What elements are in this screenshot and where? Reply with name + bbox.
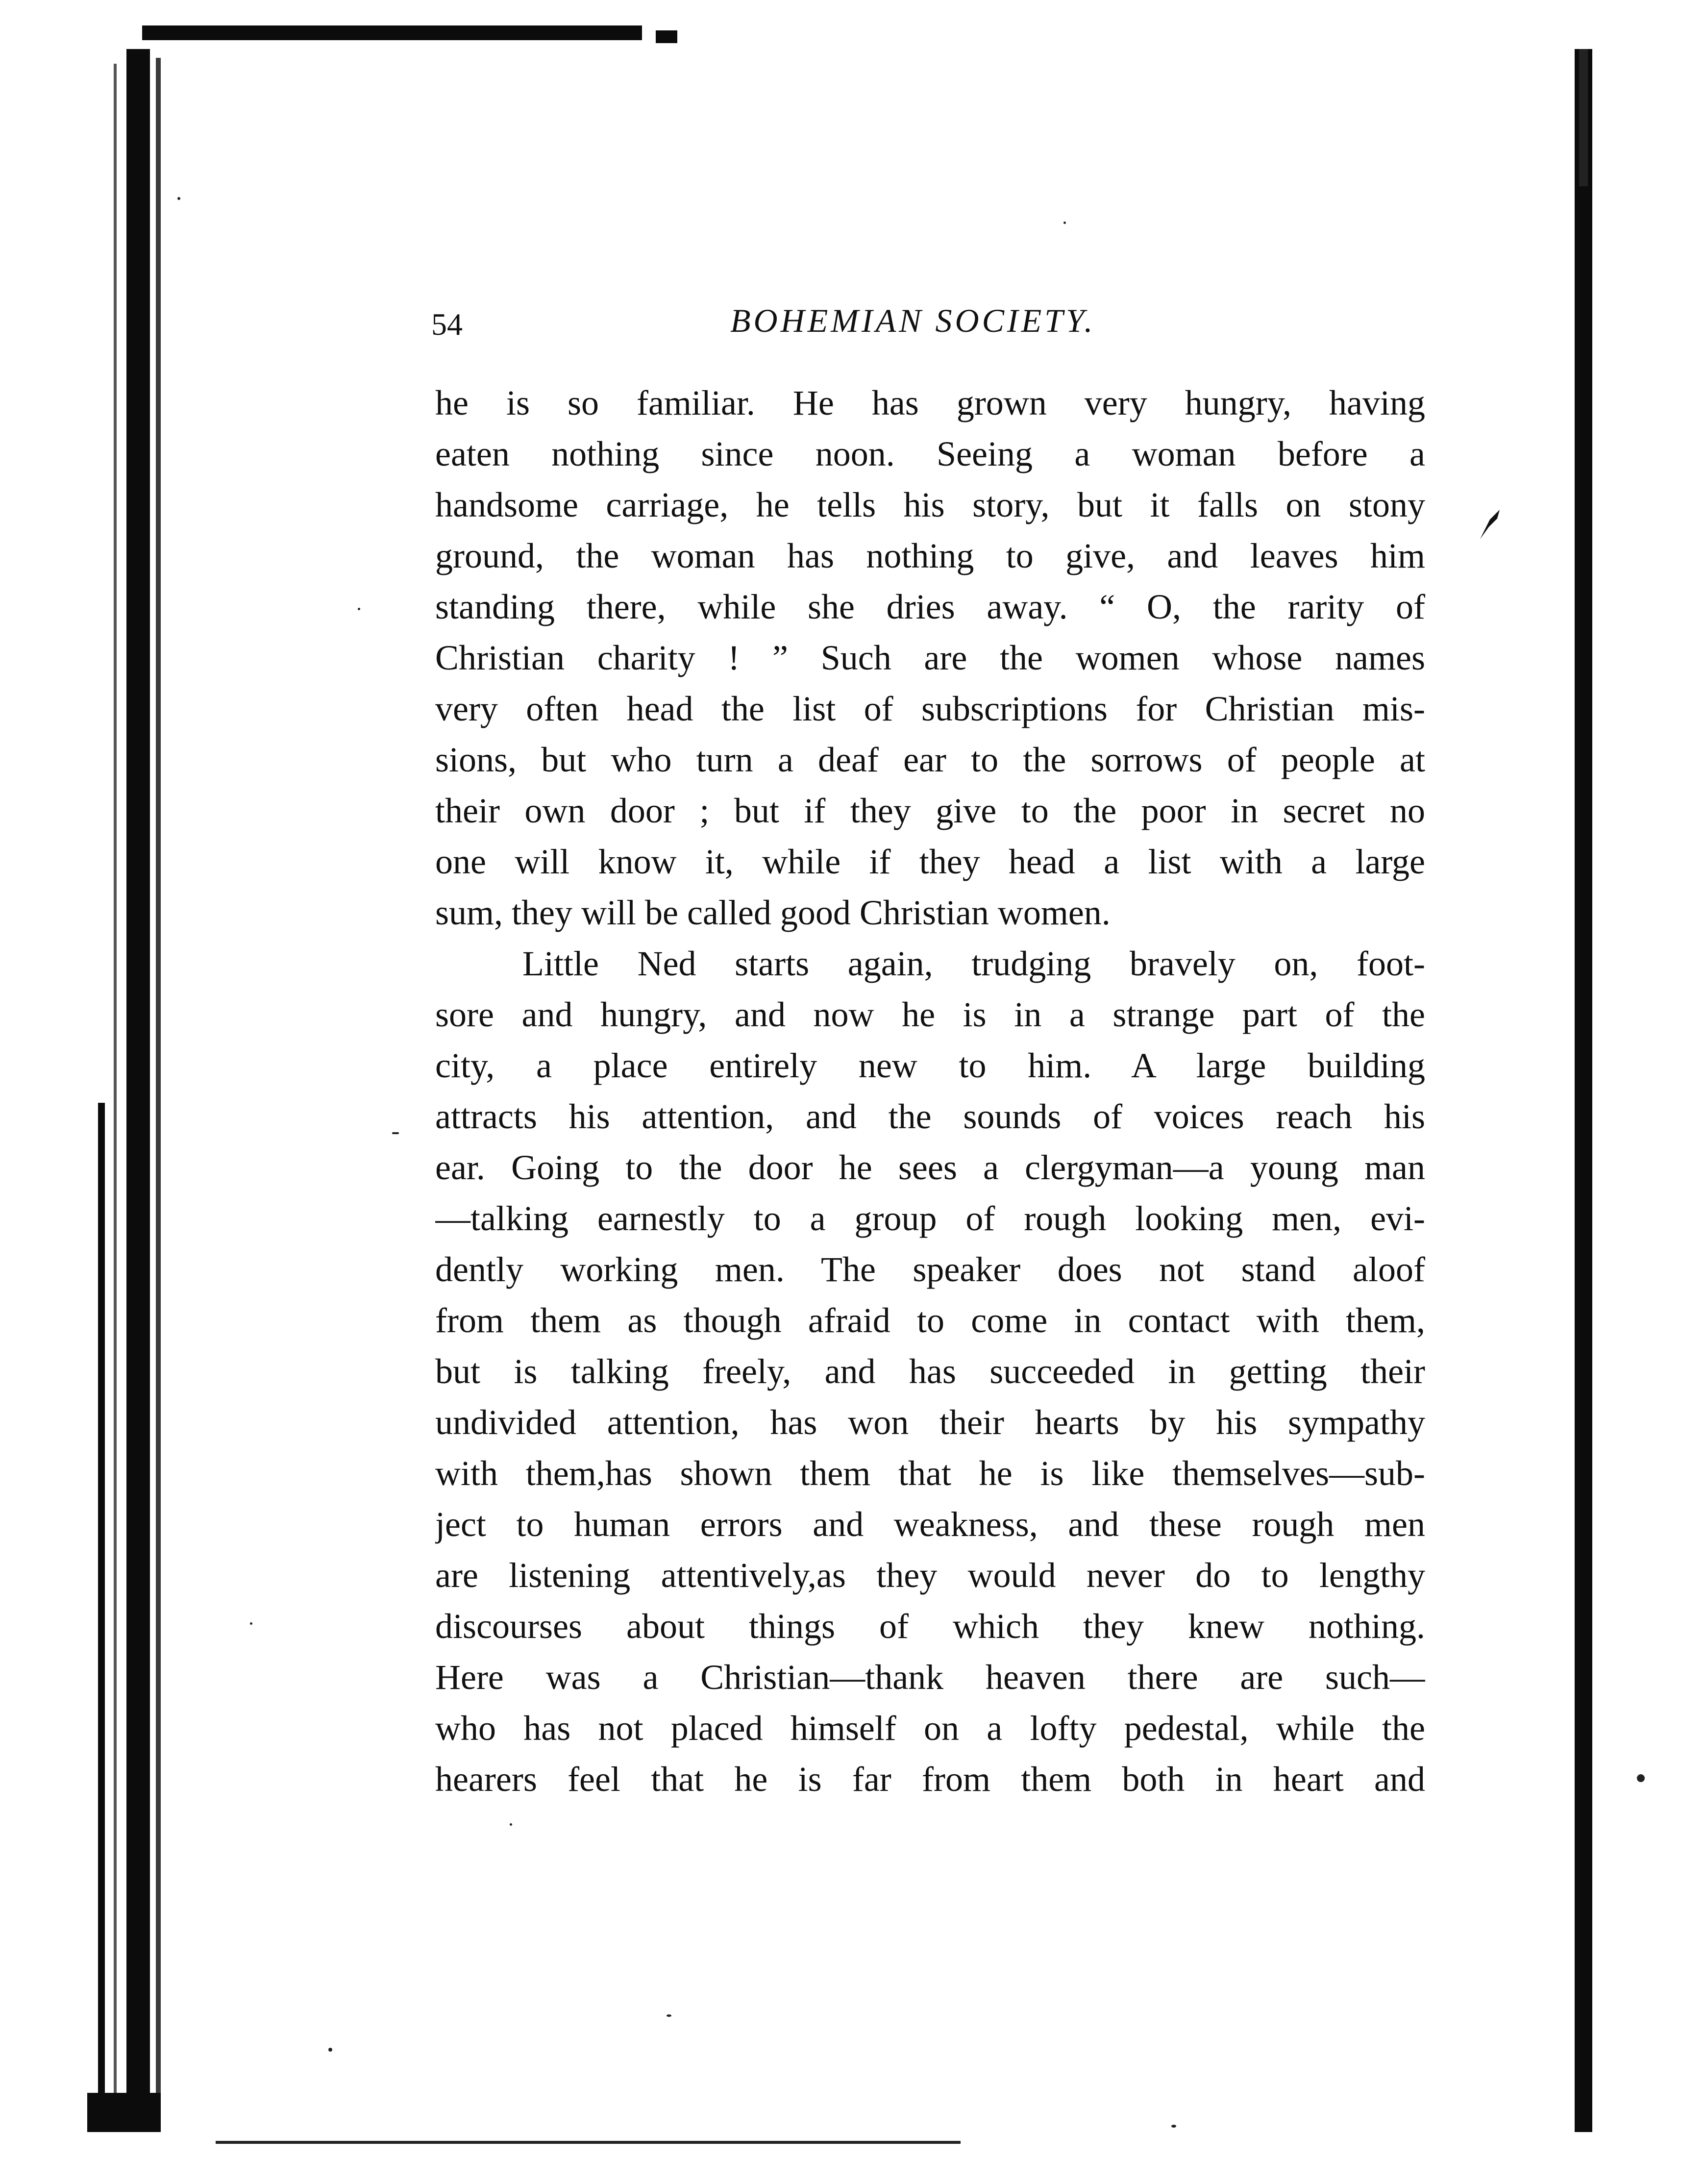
scan-speck <box>328 2048 332 2052</box>
text-line: —talking earnestly to a group of rough looking men, evi- <box>435 1199 1425 1238</box>
ink-mark-icon <box>1475 505 1505 544</box>
text-line: are listening attentively,as they would never do to lengthy <box>435 1556 1425 1595</box>
text-line: dently working men. The speaker does not stand aloof <box>435 1250 1425 1289</box>
scan-border-right-top <box>1579 49 1588 186</box>
scan-speck <box>358 608 360 610</box>
paragraph <box>435 377 1425 938</box>
text-line: sore and hungry, and now he is in a strange part of the <box>435 995 1425 1034</box>
scan-speck <box>1063 222 1066 224</box>
scan-border-left <box>126 49 150 2132</box>
scan-speck <box>392 1132 399 1134</box>
scan-speck <box>1637 1774 1645 1782</box>
text-line: who has not placed himself on a lofty pedestal, while the <box>435 1709 1425 1748</box>
text-line: but is talking freely, and has succeeded in getting their <box>435 1352 1425 1391</box>
text-line: their own door ; but if they give to the poor in secret no <box>435 791 1425 830</box>
scan-border-left-outer <box>98 1103 105 2132</box>
text-line: undivided attention, has won their hearts by his sympathy <box>435 1403 1425 1442</box>
text-line: with them,has shown them that he is like themselves—sub- <box>435 1454 1425 1493</box>
scan-border-top <box>142 25 642 40</box>
scan-border-top-mark <box>656 30 677 43</box>
text-line: attracts his attention, and the sounds of voices reach his <box>435 1097 1425 1136</box>
text-line: one will know it, while if they head a list with a large <box>435 842 1425 881</box>
text-line: ear. Going to the door he sees a clergyman—a young man <box>435 1148 1425 1187</box>
scan-border-left-base <box>87 2093 161 2132</box>
scan-border-bottom <box>216 2141 1019 2144</box>
text-line: he is so familiar. He has grown very hungry, having <box>435 383 1425 422</box>
text-line: Here was a Christian—thank heaven there are such— <box>435 1658 1425 1697</box>
page-number: 54 <box>431 307 463 342</box>
body-text <box>435 377 1425 1805</box>
text-line: sum, they will be called good Christian women. <box>435 893 1111 932</box>
text-line: discourses about things of which they knew nothing. <box>435 1607 1425 1646</box>
scan-speck <box>667 2014 671 2017</box>
scan-speck <box>1171 2125 1176 2128</box>
text-line: standing there, while she dries away. “ O, the rarity of <box>435 587 1425 626</box>
scan-speck <box>250 1622 252 1625</box>
running-head: BOHEMIAN SOCIETY. <box>730 302 1096 339</box>
text-line: city, a place entirely new to him. A large building <box>435 1046 1425 1085</box>
scan-border-left-inner <box>156 58 161 2111</box>
text-line: Little Ned starts again, trudging bravely on, foot- <box>522 944 1425 983</box>
text-line: ject to human errors and weakness, and these rough men <box>435 1505 1425 1544</box>
page-header <box>431 300 1411 349</box>
text-line: hearers feel that he is far from them both in heart and <box>435 1760 1425 1799</box>
paragraph <box>435 938 1425 1805</box>
text-line: ground, the woman has nothing to give, and leaves him <box>435 536 1425 575</box>
scan-border-right <box>1575 49 1592 2132</box>
text-line: Christian charity ! ” Such are the women whose names <box>435 638 1425 677</box>
text-line: from them as though afraid to come in contact with them, <box>435 1301 1425 1340</box>
scan-speck <box>177 197 180 200</box>
scan-speck <box>510 1823 512 1826</box>
scan-border-left-thin <box>114 64 117 2122</box>
text-line: sions, but who turn a deaf ear to the sorrows of people at <box>435 740 1425 779</box>
text-line: handsome carriage, he tells his story, but it falls on stony <box>435 485 1425 524</box>
scan-border-bottom-gap <box>961 2141 1019 2144</box>
text-line: very often head the list of subscriptions for Christian mis- <box>435 689 1425 728</box>
text-line: eaten nothing since noon. Seeing a woman before a <box>435 434 1425 473</box>
